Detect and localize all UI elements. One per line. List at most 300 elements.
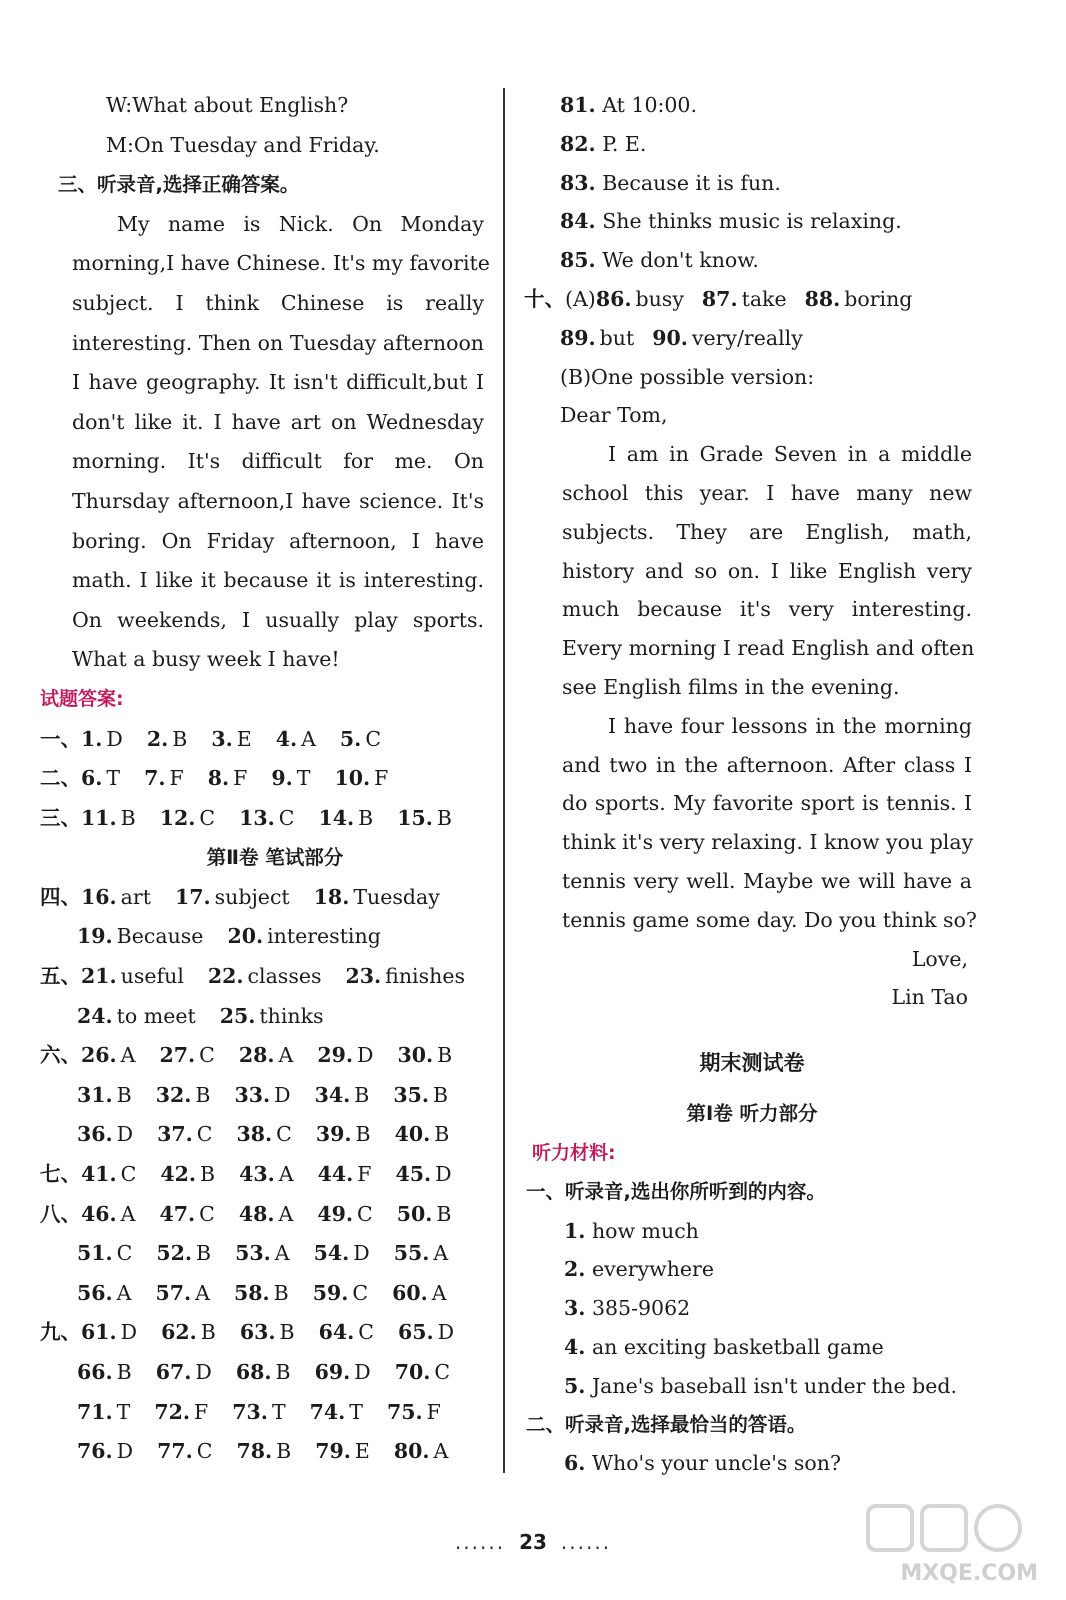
answer-row — [66, 1393, 484, 1433]
answer-value: D — [120, 1320, 138, 1345]
answer-number: 71. — [77, 1399, 113, 1424]
answer-item — [77, 1076, 132, 1116]
answer-value: B — [120, 805, 136, 830]
answer-number: 41. — [81, 1162, 117, 1187]
answer-item — [81, 957, 184, 997]
answer-item — [318, 1155, 372, 1195]
letter-line: see English films in the evening. — [562, 674, 900, 699]
watermark-icon — [848, 1500, 1048, 1560]
exam-title: 期末测试卷 — [699, 1051, 805, 1076]
answer-number: 74. — [309, 1399, 346, 1424]
answer-item — [313, 1274, 368, 1314]
answer-value: B — [195, 1082, 211, 1107]
answer-item — [81, 799, 136, 839]
answer-line — [532, 241, 972, 280]
letter-line: history and so on. I like English very — [562, 558, 972, 583]
answer-item — [239, 799, 294, 839]
answer-number: 27. — [159, 1043, 196, 1068]
answer-text: We don't know. — [602, 248, 759, 273]
answer-value: D — [274, 1082, 291, 1107]
letter-line: think it's very relaxing. I know you play — [562, 830, 974, 855]
answer-number: 49. — [317, 1201, 353, 1226]
answer-number: 86. — [595, 286, 632, 311]
item-text: everywhere — [591, 1257, 714, 1282]
answer-value: T — [296, 766, 311, 791]
version-label: (B)One possible version: — [560, 364, 815, 389]
answer-line — [532, 164, 972, 203]
answer-number: 9. — [271, 766, 293, 791]
listening-item — [532, 1367, 972, 1406]
column-divider — [503, 88, 505, 1473]
answer-number: 79. — [315, 1439, 351, 1464]
answer-number: 16. — [81, 884, 117, 909]
answer-item — [211, 720, 251, 760]
section-prefix: 八、 — [40, 1201, 81, 1226]
listening-item — [532, 1328, 972, 1367]
answer-row — [66, 917, 484, 957]
answer-number: 40. — [394, 1122, 431, 1147]
answer-value: A — [433, 1439, 449, 1464]
answer-value: D — [354, 1360, 371, 1384]
item-text: 385-9062 — [591, 1296, 691, 1321]
item-text: how much — [591, 1218, 699, 1243]
answer-text: At 10:00. — [602, 93, 697, 117]
answer-number: 70. — [394, 1360, 431, 1384]
answer-number: 56. — [77, 1280, 113, 1305]
answer-value: D — [116, 1122, 134, 1147]
dialog-line: M:On Tuesday and Friday. — [106, 132, 380, 157]
answer-item — [81, 1036, 135, 1076]
answer-item — [77, 997, 196, 1037]
answer-item — [235, 1234, 289, 1274]
answer-value: B — [116, 1360, 132, 1384]
answer-number: 90. — [652, 325, 688, 350]
answer-row — [40, 1195, 484, 1235]
answer-row — [40, 878, 484, 918]
answer-line — [532, 125, 972, 164]
answer-item — [77, 1393, 130, 1433]
answer-item — [397, 1195, 452, 1235]
answer-row — [532, 319, 972, 358]
answer-number: 50. — [396, 1201, 433, 1226]
answer-number: 15. — [397, 805, 433, 830]
answer-row — [40, 720, 484, 760]
answer-value: B — [276, 1439, 292, 1464]
answer-item — [316, 1115, 371, 1155]
answer-value: Because — [116, 924, 204, 949]
answer-value: D — [353, 1241, 370, 1266]
watermark-logo — [848, 1500, 1048, 1586]
answer-number: 55. — [393, 1241, 430, 1266]
answer-value: A — [274, 1241, 290, 1266]
answer-number: 7. — [144, 766, 166, 791]
answer-item — [392, 1274, 446, 1314]
answer-item — [144, 759, 184, 799]
answer-row — [40, 957, 484, 997]
answer-number: 82. — [560, 131, 596, 156]
answer-number: 85. — [560, 248, 596, 273]
answer-item — [160, 1155, 215, 1195]
letter-line: I am in Grade Seven in a middle — [608, 442, 972, 467]
letter-line: Every morning I read English and often — [562, 636, 975, 661]
answer-value: F — [169, 766, 184, 791]
answer-value: C — [276, 1122, 292, 1147]
answer-item — [395, 1353, 450, 1393]
answer-item — [220, 997, 324, 1037]
passage-line: interesting. Then on Tuesday afternoon — [72, 330, 484, 355]
letter-line: and two in the afternoon. After class I — [562, 752, 972, 777]
section-prefix: 七、 — [40, 1162, 81, 1187]
answer-value: B — [354, 1082, 370, 1107]
passage-line: I have geography. It isn't difficult,but I — [72, 370, 484, 395]
answer-number: 19. — [77, 924, 113, 949]
answer-number: 10. — [334, 766, 371, 791]
answer-number: 77. — [157, 1439, 193, 1464]
answer-value: C — [199, 805, 216, 830]
answer-item — [77, 1234, 132, 1274]
passage-line: subject. I think Chinese is really — [72, 290, 484, 315]
answer-item — [310, 1393, 363, 1433]
answer-number: 14. — [318, 805, 355, 830]
answer-item — [160, 799, 215, 839]
answer-number: 47. — [159, 1201, 196, 1226]
letter-greeting: Dear Tom, — [560, 403, 668, 428]
answer-value: C — [358, 1320, 374, 1345]
answer-item — [395, 1115, 450, 1155]
answer-number: 6. — [81, 766, 103, 791]
answer-number: 65. — [397, 1320, 434, 1345]
answer-number: 64. — [318, 1320, 355, 1345]
right-column — [524, 86, 977, 1483]
answer-number: 8. — [207, 766, 230, 791]
answer-number: 32. — [155, 1082, 192, 1107]
answer-row — [40, 759, 484, 799]
answer-item — [314, 878, 440, 918]
answer-value: take — [741, 286, 787, 311]
answer-value: C — [278, 805, 295, 830]
answer-number: 62. — [161, 1320, 197, 1345]
answer-item — [652, 319, 803, 358]
answer-item — [159, 1036, 214, 1076]
answer-number: 24. — [77, 1003, 113, 1028]
answer-item — [315, 1076, 370, 1116]
section-heading: 一、听录音,选出你所听到的内容。 — [526, 1179, 826, 1203]
listening-item — [532, 1212, 972, 1251]
answer-value: D — [116, 1439, 134, 1464]
answer-item — [596, 280, 684, 319]
answer-value: F — [374, 766, 389, 791]
answer-number: 13. — [239, 805, 275, 830]
answer-number: 34. — [314, 1082, 351, 1107]
answer-value: C — [120, 1162, 137, 1187]
listening-label: 听力材料: — [532, 1141, 616, 1164]
answer-item — [319, 1313, 374, 1353]
answer-number: 52. — [156, 1241, 193, 1266]
answer-item — [156, 1076, 211, 1116]
section-heading: 三、听录音,选择正确答案。 — [58, 173, 300, 197]
answer-value: art — [120, 884, 151, 909]
answer-number: 44. — [317, 1162, 354, 1187]
answer-number: 78. — [236, 1439, 273, 1464]
answer-value: B — [358, 805, 374, 830]
left-column — [40, 86, 490, 1472]
section-heading: 第Ⅱ卷 笔试部分 — [206, 846, 344, 870]
answer-value: T — [349, 1399, 363, 1424]
answer-value: D — [357, 1043, 374, 1068]
answer-value: but — [599, 325, 635, 350]
answer-value: T — [106, 766, 121, 791]
answer-item — [154, 1393, 208, 1433]
answer-number: 25. — [219, 1003, 256, 1028]
answer-value: C — [365, 726, 382, 751]
answer-value: thinks — [259, 1003, 324, 1028]
answer-value: A — [431, 1280, 447, 1305]
answer-line — [532, 202, 972, 241]
page-number: 23 — [519, 1530, 547, 1554]
answer-row — [66, 1432, 484, 1472]
answer-number: 38. — [236, 1122, 273, 1147]
answer-number: 36. — [77, 1122, 113, 1147]
answer-value: F — [233, 766, 248, 791]
answer-row — [66, 997, 484, 1037]
answer-item — [77, 1274, 131, 1314]
answer-number: 72. — [154, 1399, 191, 1424]
answer-item — [315, 1432, 370, 1472]
answer-number: 11. — [81, 805, 117, 830]
footer-dots: ...... — [560, 1530, 612, 1554]
answer-line — [532, 86, 972, 125]
answer-item — [236, 1353, 291, 1393]
answer-value: B — [273, 1280, 289, 1305]
passage-line: math. I like it because it is interesting. — [72, 568, 484, 593]
answer-value: B — [436, 805, 452, 830]
answer-number: 80. — [393, 1439, 430, 1464]
answer-number: 12. — [159, 805, 196, 830]
answer-value: useful — [120, 964, 184, 989]
answer-value: to meet — [116, 1003, 196, 1028]
answer-number: 39. — [315, 1122, 352, 1147]
answer-item — [397, 799, 452, 839]
answer-value: T — [116, 1399, 131, 1424]
answer-item — [393, 1076, 448, 1116]
answer-value: classes — [247, 964, 322, 989]
section-prefix: 三、 — [40, 805, 81, 830]
answer-value: B — [436, 1201, 452, 1226]
answer-value: C — [196, 1439, 213, 1464]
answer-value: C — [357, 1201, 373, 1226]
answer-value: B — [434, 1122, 450, 1147]
answer-number: 21. — [81, 964, 117, 989]
answer-value: A — [278, 1043, 294, 1068]
answer-item — [236, 1432, 291, 1472]
answer-item — [317, 1036, 373, 1076]
answer-value: B — [437, 1043, 453, 1068]
section-prefix: 五、 — [40, 964, 81, 989]
answer-number: 3. — [211, 726, 233, 751]
answer-value: interesting — [267, 924, 381, 949]
answer-item — [208, 759, 248, 799]
answer-value: F — [357, 1162, 372, 1187]
answer-item — [271, 759, 310, 799]
footer-dots: ...... — [454, 1530, 506, 1554]
answer-item — [81, 720, 123, 760]
answer-number: 45. — [395, 1162, 432, 1187]
answer-item — [702, 280, 787, 319]
passage-line: morning. It's difficult for me. On — [72, 449, 484, 474]
answer-text: She thinks music is relaxing. — [602, 209, 902, 234]
answer-number: 63. — [239, 1320, 276, 1345]
answer-number: 2. — [146, 726, 169, 751]
answer-number: 23. — [345, 964, 382, 989]
answer-value: B — [433, 1082, 449, 1107]
answer-item — [240, 1313, 295, 1353]
answer-number: 31. — [77, 1082, 113, 1107]
answer-number: 58. — [233, 1280, 270, 1305]
answer-item — [239, 1036, 293, 1076]
answer-item — [161, 1313, 216, 1353]
answer-value: boring — [844, 286, 913, 311]
answer-number: 37. — [157, 1122, 193, 1147]
answer-value: F — [194, 1399, 209, 1424]
answer-value: B — [116, 1082, 132, 1107]
answer-number: 53. — [235, 1241, 271, 1266]
answer-item — [234, 1274, 289, 1314]
answer-row — [524, 280, 972, 319]
answer-number: 22. — [207, 964, 244, 989]
answer-number: 67. — [155, 1360, 192, 1384]
answer-item — [276, 720, 316, 760]
letter-signature: Lin Tao — [891, 985, 968, 1010]
answer-item — [81, 878, 151, 918]
listening-item — [532, 1250, 972, 1289]
answer-number: 87. — [701, 286, 738, 311]
passage-line: don't like it. I have art on Wednesday — [72, 409, 484, 434]
answer-item — [81, 1155, 136, 1195]
answer-value: C — [352, 1280, 369, 1305]
answer-value: B — [196, 1241, 212, 1266]
answer-item — [235, 1076, 291, 1116]
answer-row — [66, 1274, 484, 1314]
section-prefix: 九、 — [40, 1320, 81, 1345]
answer-item — [147, 720, 187, 760]
listening-item — [532, 1444, 972, 1483]
answer-value: B — [275, 1360, 291, 1384]
answer-number: 43. — [239, 1162, 275, 1187]
item-number: 5. — [564, 1373, 586, 1398]
answer-value: busy — [635, 286, 684, 311]
answer-value: T — [271, 1399, 286, 1424]
answer-number: 88. — [804, 286, 841, 311]
answer-number: 42. — [160, 1162, 197, 1187]
item-text: an exciting basketball game — [591, 1334, 884, 1359]
passage-line: On weekends, I usually play sports. — [72, 607, 484, 632]
section-prefix: 二、 — [40, 766, 81, 791]
answer-value: finishes — [385, 964, 465, 989]
section-heading: 第Ⅰ卷 听力部分 — [686, 1102, 818, 1126]
answer-item — [805, 280, 913, 319]
answer-number: 89. — [560, 325, 596, 350]
answer-value: E — [236, 726, 252, 751]
answers-label: 试题答案: — [40, 687, 124, 710]
answer-item — [155, 1274, 209, 1314]
answer-value: B — [279, 1320, 295, 1345]
item-text: Jane's baseball isn't under the bed. — [591, 1373, 957, 1398]
answer-item — [315, 1353, 371, 1393]
answer-item — [314, 1234, 370, 1274]
answer-number: 35. — [393, 1082, 430, 1107]
answer-number: 54. — [313, 1241, 350, 1266]
listening-item — [532, 1289, 972, 1328]
answer-value: B — [355, 1122, 371, 1147]
answer-number: 51. — [77, 1241, 113, 1266]
answer-item — [156, 1353, 212, 1393]
answer-value: A — [120, 1201, 136, 1226]
answer-item — [317, 1195, 372, 1235]
answer-value: A — [278, 1162, 294, 1187]
part-prefix: (A) — [565, 286, 596, 311]
answer-number: 84. — [560, 209, 596, 234]
dialog-line: W:What about English? — [106, 93, 349, 117]
answer-value: B — [172, 726, 188, 751]
answer-number: 46. — [81, 1201, 117, 1226]
item-number: 4. — [564, 1334, 586, 1359]
passage-line: My name is Nick. On Monday — [117, 211, 484, 236]
answer-row — [40, 1155, 484, 1195]
answer-value: A — [120, 1043, 136, 1068]
answer-number: 4. — [275, 726, 298, 751]
passage-line: boring. On Friday afternoon, I have — [72, 528, 484, 553]
answer-text: Because it is fun. — [602, 170, 781, 195]
answer-value: B — [200, 1320, 216, 1345]
answer-item — [239, 1195, 293, 1235]
answer-number: 30. — [397, 1043, 434, 1068]
answer-value: C — [199, 1043, 215, 1068]
answer-item — [77, 917, 203, 957]
answer-number: 59. — [312, 1280, 349, 1305]
answer-row — [66, 1115, 484, 1155]
answer-number: 26. — [81, 1043, 117, 1068]
answer-number: 33. — [234, 1082, 271, 1107]
answer-item — [77, 1115, 133, 1155]
answer-item — [396, 1155, 452, 1195]
answer-item — [340, 720, 381, 760]
answer-number: 83. — [560, 170, 596, 195]
answer-number: 61. — [81, 1320, 117, 1345]
answer-number: 81. — [560, 93, 596, 117]
answer-value: B — [200, 1162, 216, 1187]
letter-line: much because it's very interesting. — [562, 597, 972, 622]
answer-text: P. E. — [602, 131, 647, 156]
answer-value: A — [195, 1280, 210, 1305]
answer-value: C — [116, 1241, 133, 1266]
answer-number: 57. — [155, 1280, 192, 1305]
answer-value: A — [301, 726, 316, 751]
letter-line: I have four lessons in the morning — [608, 713, 972, 738]
item-text: Who's your uncle's son? — [591, 1451, 841, 1476]
watermark-text: MXQE.COM — [900, 1561, 1038, 1586]
answer-value: E — [354, 1439, 370, 1464]
answer-number: 73. — [232, 1399, 268, 1424]
letter-line: tennis game some day. Do you think so? — [562, 907, 977, 932]
answer-row — [66, 1234, 484, 1274]
answer-item — [157, 1115, 212, 1155]
passage-line: Thursday afternoon,I have science. It's — [72, 488, 484, 513]
answer-number: 68. — [235, 1360, 272, 1384]
answer-item — [81, 1195, 135, 1235]
answer-item — [81, 1313, 137, 1353]
answer-item — [387, 1393, 441, 1433]
answer-number: 48. — [238, 1201, 275, 1226]
